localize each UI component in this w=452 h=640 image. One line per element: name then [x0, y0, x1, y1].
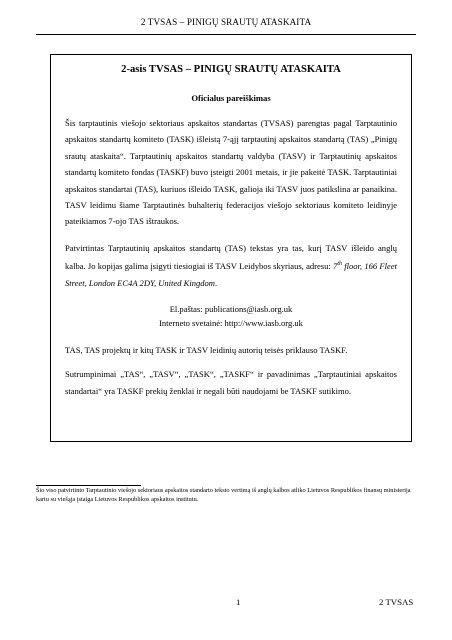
- running-header: 2 TVSAS – PINIGŲ SRAUTŲ ATASKAITA: [140, 17, 312, 27]
- statement-subtitle: Oficialus pareiškimas: [191, 93, 271, 103]
- copy-availability-text: Patvirtintas Tarptautinių apskaitos standartų (TAS) tekstas yra tas, kurį TASV išleido anglų kalba. Jo kopijas galima įsigyti tiesiogiai iš TASV Leidybos skyriaus, adresu:: [65, 242, 397, 272]
- contact-block: [65, 302, 397, 331]
- address-floor-number: 7: [333, 261, 338, 272]
- trademark-paragraph: Sutrumpinimai „TAS“, „TASV“, „TASK“, „TASKF“ ir pavadinimas „Tarptautiniai apskaitos standartai“ yra TASKF prekių ženklai ir negali būti naudojami be TASKF sutikimo.: [65, 369, 397, 396]
- copyright-paragraph: TAS, TAS projektų ir kitų TASK ir TASV leidinių autorių teisės priklauso TASKF.: [65, 344, 348, 355]
- official-statement-box: [50, 54, 412, 442]
- standard-title: 2-asis TVSAS – PINIGŲ SRAUTŲ ATASKAITA: [121, 64, 341, 75]
- page-number: 1: [236, 597, 241, 607]
- address-floor-suffix: th: [337, 261, 342, 268]
- translation-footnote: Šio viso patvirtinto Tarptautinio viešojo sektoriaus apskaitos standarto teksto vertimą iš anglų kalbos atliko Lietuvos Respublikos finansų ministerija kartu su viešąja įstaiga Lietuvos Respublikos apskaitos institutu.: [36, 487, 411, 504]
- email-contact: El.paštas: publications@iasb.org.uk: [169, 303, 293, 314]
- copy-availability-paragraph: [65, 240, 397, 291]
- footer-standard-code: 2 TVSAS: [379, 597, 414, 607]
- address-period: .: [214, 277, 218, 288]
- intro-paragraph: Šis tarptautinis viešojo sektoriaus apskaitos standartas (TVSAS) parengtas pagal Tarptautinio apskaitos standartų komiteto (TASK) išleistą 7-ąjį tarptautinį apskaitos standartą (TAS) „Pinigų srautų ataskaita“. Tarptautinių apskaitos standartų valdyba (TASV) ir Tarptautinių apskaitos standartų komiteto fondas (TASKF) buvo įsteigti 2001 metais, ir jie pakeitė TASK. Tarptautiniai apskaitos standartai (TAS), kuriuos išleido TASK, galioja iki TASV juos patikslina ar panaikina. TASV leidimu šiame Tarptautinės buhalterių federacijos viešojo sektoriaus komiteto leidinyje pateikiamos 7-ojo TAS ištraukos.: [65, 118, 397, 227]
- address-street: floor, 166 Fleet Street, London EC4A 2DY, United Kingdom: [65, 261, 397, 288]
- header-divider: [36, 34, 416, 35]
- website-contact: Interneto svetainė: http://www.iasb.org.uk: [159, 318, 303, 329]
